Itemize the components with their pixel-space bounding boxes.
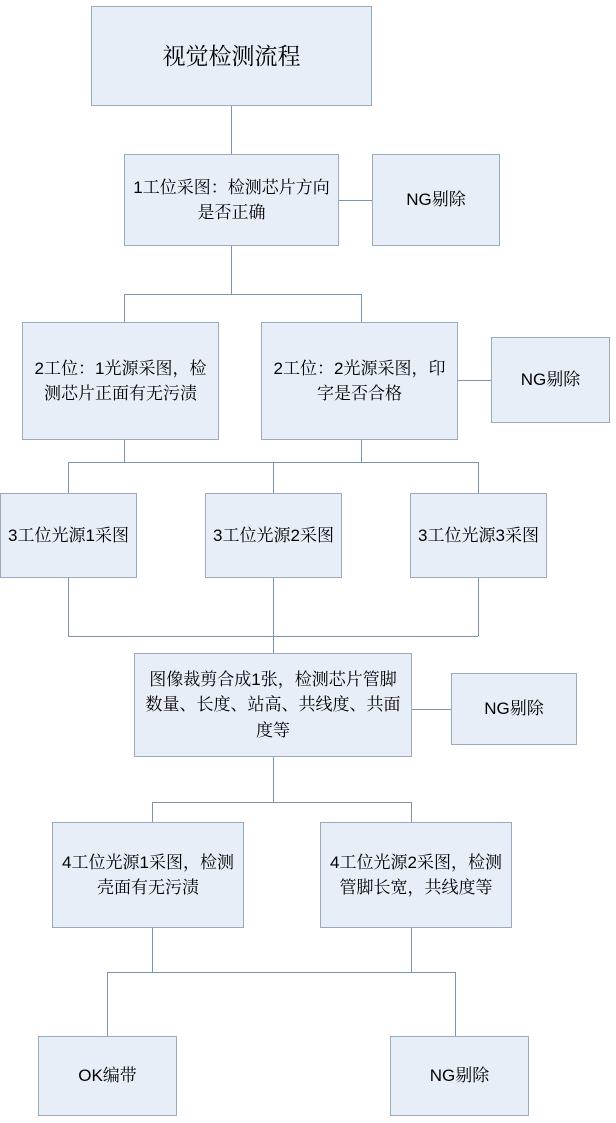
node-ok-taping-label: OK编带 [78, 1066, 137, 1086]
node-ng-1 [372, 154, 500, 246]
connector-branch-bus-2 [124, 294, 362, 295]
connector-s3a-down [68, 578, 69, 636]
node-title [91, 6, 372, 106]
connector-s3b-down [273, 578, 274, 636]
node-station-4-light-1 [52, 822, 244, 928]
node-station-2-light-1 [22, 322, 219, 440]
connector-s4a-down [152, 928, 153, 972]
node-ng-2-label: NG剔除 [520, 370, 581, 390]
node-station-3-light-2-label: 3工位光源2采图 [213, 525, 334, 545]
connector-s2b-down [361, 440, 362, 462]
node-ng-3 [451, 673, 577, 745]
node-station-4-light-1-label: 4工位光源1采图，检测壳面有无污渍 [62, 852, 234, 897]
node-ng-4-label: NG剔除 [429, 1066, 490, 1086]
node-ng-3-label: NG剔除 [484, 699, 544, 719]
connector-s3c-down [478, 578, 479, 636]
node-image-merge [134, 653, 412, 757]
node-station-3-light-1 [0, 493, 137, 578]
node-ng-2 [491, 337, 610, 423]
node-image-merge-label: 图像裁剪合成1张，检测芯片管脚数量、长度、站高、共线度、共面度等 [145, 669, 401, 740]
node-ng-1-label: NG剔除 [406, 190, 466, 210]
node-station-1-label: 1工位采图：检测芯片方向是否正确 [133, 177, 330, 222]
connector-bus-to-s3c [478, 462, 479, 493]
node-station-3-light-1-label: 3工位光源1采图 [8, 525, 129, 545]
node-station-4-light-2-label: 4工位光源2采图，检测管脚长宽，共线度等 [330, 852, 502, 897]
connector-s2a-down [124, 440, 125, 462]
node-station-1 [124, 154, 339, 246]
connector-bus-to-s3b [273, 462, 274, 493]
connector-bus-to-s2a [124, 294, 125, 322]
connector-bus-to-s4a [152, 802, 153, 822]
node-station-3-light-3-label: 3工位光源3采图 [418, 525, 539, 545]
connector-bus-to-s3a [68, 462, 69, 493]
connector-s1-down [231, 246, 232, 294]
connector-s1-to-ng1 [339, 200, 372, 201]
connector-bus-to-ng4 [455, 972, 456, 1036]
node-station-2-light-2-label: 2工位：2光源采图，印字是否合格 [273, 358, 446, 403]
connector-bus-4 [152, 802, 411, 803]
connector-s2b-to-ng2 [458, 380, 491, 381]
node-ng-4 [390, 1036, 529, 1116]
node-station-4-light-2 [320, 822, 512, 928]
connector-bus-to-s4b [411, 802, 412, 822]
connector-s4b-down [411, 928, 412, 972]
node-ok-taping [38, 1036, 177, 1116]
connector-bus-to-s2b [361, 294, 362, 322]
node-station-2-light-1-label: 2工位：1光源采图，检测芯片正面有无污渍 [34, 358, 207, 403]
node-station-3-light-2 [205, 493, 342, 578]
node-title-label: 视觉检测流程 [162, 42, 301, 69]
connector-bus-to-ok [107, 972, 108, 1036]
connector-merge-to-ng3 [412, 709, 451, 710]
connector-merge-down [273, 757, 274, 802]
connector-bus-to-merge [273, 636, 274, 653]
connector-title-to-s1 [231, 106, 232, 154]
node-station-2-light-2 [261, 322, 458, 440]
node-station-3-light-3 [410, 493, 547, 578]
connector-bus-final [107, 972, 455, 973]
